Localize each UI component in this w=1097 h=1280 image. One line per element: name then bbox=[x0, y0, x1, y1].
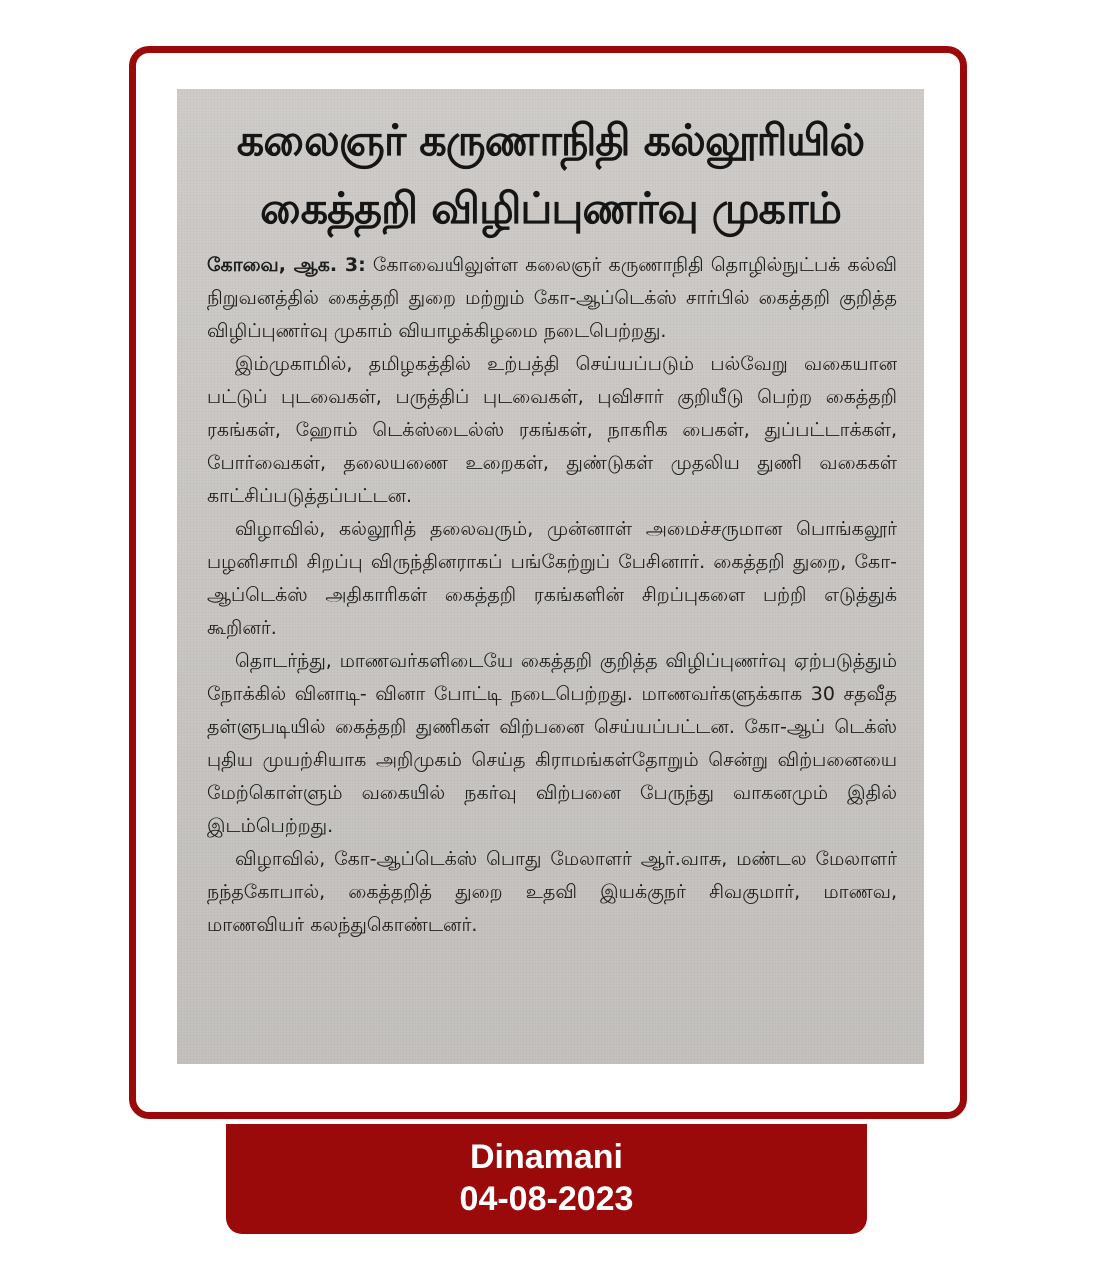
article-paragraph-5: விழாவில், கோ-ஆப்டெக்ஸ் பொது மேலாளர் ஆர்.வாசு, மண்டல மேலாளர் நந்தகோபால், கைத்தறித் துறை உதவி இயக்குநர் சிவகுமார், மாணவ, மாணவியர் கலந்துகொண்டனர். bbox=[207, 848, 897, 936]
publication-name: Dinamani bbox=[469, 1138, 624, 1176]
source-caption bbox=[226, 1124, 867, 1234]
article-paragraph-3: விழாவில், கல்லூரித் தலைவரும், முன்னாள் அமைச்சருமான பொங்கலூர் பழனிசாமி சிறப்பு விருந்தினராகப் பங்கேற்றுப் பேசினார். கைத்தறி துறை, கோ-ஆப்டெக்ஸ் அதிகாரிகள் கைத்தறி ரகங்களின் சிறப்புகளை பற்றி எடுத்துக் கூறினர். bbox=[207, 518, 897, 639]
headline-line-2: கைத்தறி விழிப்புணர்வு முகாம் bbox=[259, 184, 842, 234]
article-paragraph-1-text: கோவையிலுள்ள கலைஞர் கருணாநிதி தொழில்நுட்பக் கல்வி நிறுவனத்தில் கைத்தறி துறை மற்றும் கோ-ஆப்டெக்ஸ் சார்பில் கைத்தறி குறித்த விழிப்புணர்வு முகாம் வியாழக்கிழமை நடைபெற்றது. bbox=[207, 254, 898, 342]
newspaper-clipping bbox=[177, 89, 924, 1064]
headline-line-1: கலைஞர் கருணாநிதி கல்லூரியில் bbox=[236, 116, 865, 166]
article-dateline: கோவை, ஆக. 3: bbox=[207, 254, 366, 276]
publication-date: 04-08-2023 bbox=[459, 1180, 634, 1218]
article-paragraph-2: இம்முகாமில், தமிழகத்தில் உற்பத்தி செய்யப்படும் பல்வேறு வகையான பட்டுப் புடவைகள், பருத்திப் புடவைகள், புவிசார் குறியீடு பெற்ற கைத்தறி ரகங்கள், ஹோம் டெக்ஸ்டைல்ஸ் ரகங்கள், நாகரிக பைகள், துப்பட்டாக்கள், போர்வைகள், தலையணை உறைகள், துண்டுகள் முதலிய துணி வகைகள் காட்சிப்படுத்தப்பட்டன. bbox=[207, 353, 897, 507]
article-body bbox=[207, 249, 897, 942]
article-paragraph-4: தொடர்ந்து, மாணவர்களிடையே கைத்தறி குறித்த விழிப்புணர்வு ஏற்படுத்தும் நோக்கில் வினாடி- வினா போட்டி நடைபெற்றது. மாணவர்களுக்காக 30 சதவீத தள்ளுபடியில் கைத்தறி துணிகள் விற்பனை செய்யப்பட்டன. கோ-ஆப் டெக்ஸ் புதிய முயற்சியாக அறிமுகம் செய்த கிராமங்கள்தோறும் சென்று விற்பனையை மேற்கொள்ளும் வகையில் நகர்வு விற்பனை பேருந்து வாகனமும் இதில் இடம்பெற்றது. bbox=[207, 650, 897, 837]
article-headline bbox=[177, 107, 924, 243]
article-paragraph-1 bbox=[207, 249, 897, 348]
